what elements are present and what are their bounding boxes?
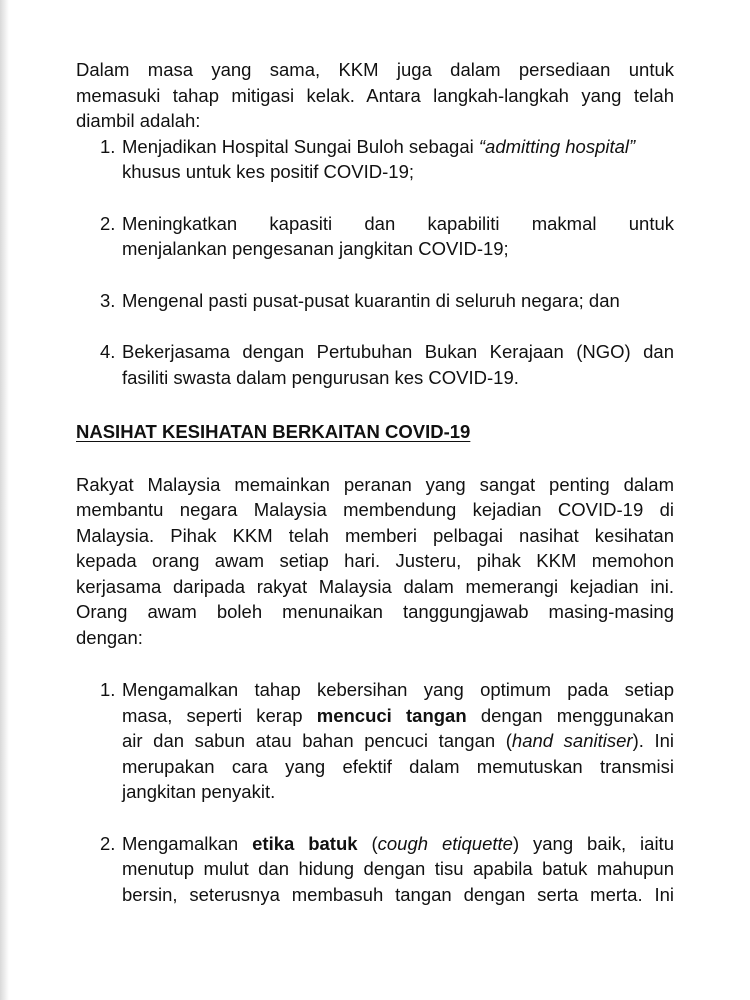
- list-item: [76, 831, 674, 908]
- advice-list: [76, 677, 674, 907]
- list-item: [76, 134, 674, 185]
- list-item: [76, 339, 674, 390]
- list-item-line: Bekerjasama dengan Pertubuhan Bukan Kerajaan (NGO) dan: [122, 341, 674, 362]
- list-item-line: bersin, seterusnya membasuh tangan dengan serta merta. Ini: [122, 883, 674, 905]
- advice-intro-line: Orang awam boleh menunaikan tanggungjawab masing-masing: [76, 601, 674, 622]
- intro-line: diambil adalah:: [76, 110, 201, 131]
- list-item-line: Meningkatkan kapasiti dan kapabiliti makmal untuk: [122, 212, 674, 234]
- intro-paragraph: [76, 57, 674, 134]
- list-number: 1.: [100, 135, 116, 157]
- page-edge-shadow: [0, 0, 9, 1000]
- list-item-line: menjalankan pengesanan jangkitan COVID-19;: [122, 238, 509, 259]
- emphasis-text: “admitting hospital”: [478, 135, 636, 157]
- advice-intro-line: membantu negara Malaysia membendung kejadian COVID-19 di: [76, 499, 674, 520]
- list-number: 4.: [100, 341, 116, 362]
- list-item-line: Mengenal pasti pusat-pusat kuarantin di seluruh negara; dan: [122, 289, 620, 311]
- list-item-line: fasiliti swasta dalam pengurusan kes COVID-19.: [122, 366, 519, 388]
- emphasis-text: cough etiquette: [377, 832, 513, 854]
- advice-intro-line: kerjasama daripada rakyat Malaysia dalam memerangi kejadian ini.: [76, 575, 674, 597]
- intro-line: memasuki tahap mitigasi kelak. Antara langkah-langkah yang telah: [76, 84, 674, 106]
- document-page: [76, 57, 674, 907]
- advice-intro-line: dengan:: [76, 626, 143, 648]
- list-item-line: khusus untuk kes positif COVID-19;: [122, 161, 415, 182]
- advice-intro-paragraph: [76, 472, 674, 651]
- advice-intro-line: Malaysia. Pihak KKM telah memberi pelbagai nasihat kesihatan: [76, 524, 674, 546]
- list-item: [76, 288, 674, 314]
- emphasis-text: hand sanitiser: [511, 730, 633, 751]
- list-item: [76, 211, 674, 262]
- list-item-line: air dan sabun atau bahan pencuci tangan (hand sanitiser). Ini: [122, 730, 674, 751]
- list-number: 1.: [100, 679, 116, 700]
- mitigation-list: [76, 134, 674, 391]
- list-item-line: masa, seperti kerap mencuci tangan dengan menggunakan: [122, 704, 675, 726]
- list-item-line: Mengamalkan tahap kebersihan yang optimum pada setiap: [122, 679, 674, 700]
- list-number: 3.: [100, 289, 116, 311]
- list-number: 2.: [100, 212, 116, 234]
- bold-text: etika batuk: [252, 832, 358, 854]
- list-number: 2.: [100, 832, 116, 854]
- section-heading: NASIHAT KESIHATAN BERKAITAN COVID-19: [76, 421, 471, 442]
- bold-text: mencuci tangan: [316, 704, 467, 726]
- advice-intro-line: kepada orang awam setiap hari. Justeru, pihak KKM memohon: [76, 550, 674, 571]
- advice-intro-line: Rakyat Malaysia memainkan peranan yang sangat penting dalam: [76, 473, 674, 495]
- list-item: [76, 677, 674, 805]
- list-item-line: Menjadikan Hospital Sungai Buloh sebagai “admitting hospital”: [122, 135, 636, 157]
- list-item-line: menutup mulut dan hidung dengan tisu apabila batuk mahupun: [122, 858, 674, 879]
- list-item-line: merupakan cara yang efektif dalam memutuskan transmisi: [122, 755, 674, 777]
- list-item-line: Mengamalkan etika batuk (cough etiquette) yang baik, iaitu: [122, 832, 674, 854]
- list-item-line: jangkitan penyakit.: [122, 781, 276, 802]
- intro-line: Dalam masa yang sama, KKM juga dalam persediaan untuk: [76, 59, 674, 80]
